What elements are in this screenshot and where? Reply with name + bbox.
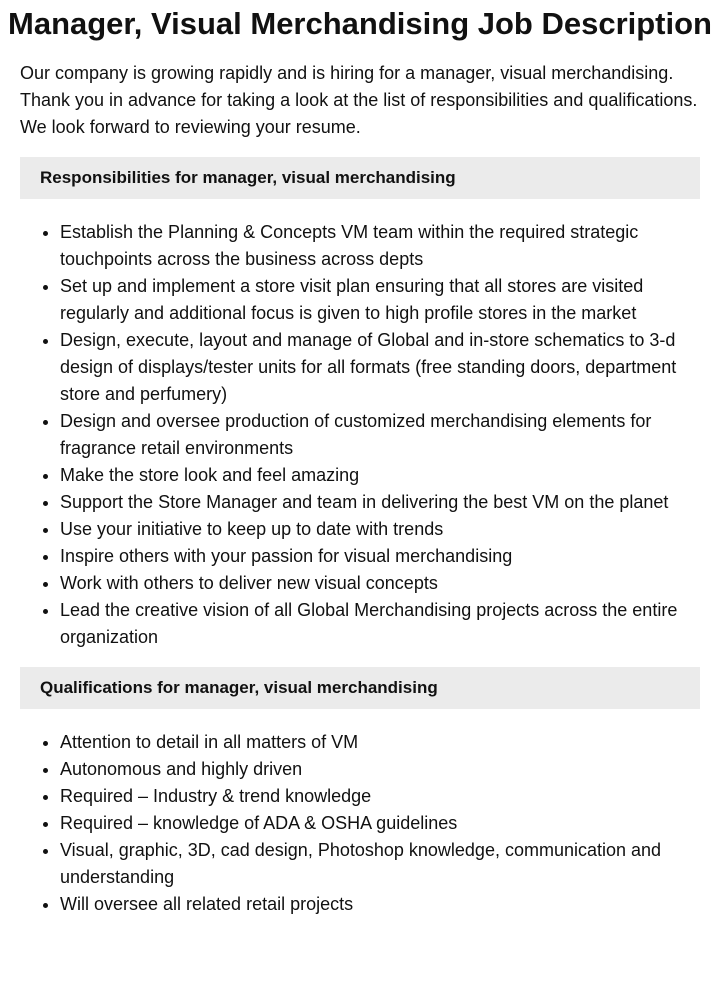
qualifications-list xyxy=(20,729,700,918)
list-item: • Make the store look and feel amazing xyxy=(60,462,700,489)
list-item: • Required – Industry & trend knowledge xyxy=(60,783,700,810)
list-item: • Attention to detail in all matters of VM xyxy=(60,729,700,756)
qualifications-heading: Qualifications for manager, visual merchandising xyxy=(20,667,700,709)
list-item: • Required – knowledge of ADA & OSHA guidelines xyxy=(60,810,700,837)
list-item: • Inspire others with your passion for visual merchandising xyxy=(60,543,700,570)
list-item: • Use your initiative to keep up to date with trends xyxy=(60,516,700,543)
responsibilities-heading: Responsibilities for manager, visual merchandising xyxy=(20,157,700,199)
list-item: • Design, execute, layout and manage of Global and in-store schematics to 3-d design of displays/tester units for all formats (free standing doors, department store and perfumery) xyxy=(60,327,700,408)
intro-text: Our company is growing rapidly and is hiring for a manager, visual merchandising. Thank you in advance for taking a look at the list of responsibilities and qualifications. We look forward to reviewing your resume. xyxy=(20,63,698,137)
list-item: • Will oversee all related retail projects xyxy=(60,891,700,918)
list-item: • Support the Store Manager and team in delivering the best VM on the planet xyxy=(60,489,700,516)
list-item: • Establish the Planning & Concepts VM team within the required strategic touchpoints across the business across depts xyxy=(60,219,700,273)
list-item: • Set up and implement a store visit plan ensuring that all stores are visited regularly and additional focus is given to high profile stores in the market xyxy=(60,273,700,327)
responsibilities-list xyxy=(20,219,700,651)
list-item: • Visual, graphic, 3D, cad design, Photoshop knowledge, communication and understanding xyxy=(60,837,700,891)
list-item: • Lead the creative vision of all Global Merchandising projects across the entire organization xyxy=(60,597,700,651)
list-item: • Design and oversee production of customized merchandising elements for fragrance retail environments xyxy=(60,408,700,462)
page-title: Manager, Visual Merchandising Job Description xyxy=(8,6,712,41)
list-item: • Work with others to deliver new visual concepts xyxy=(60,570,700,597)
list-item: • Autonomous and highly driven xyxy=(60,756,700,783)
